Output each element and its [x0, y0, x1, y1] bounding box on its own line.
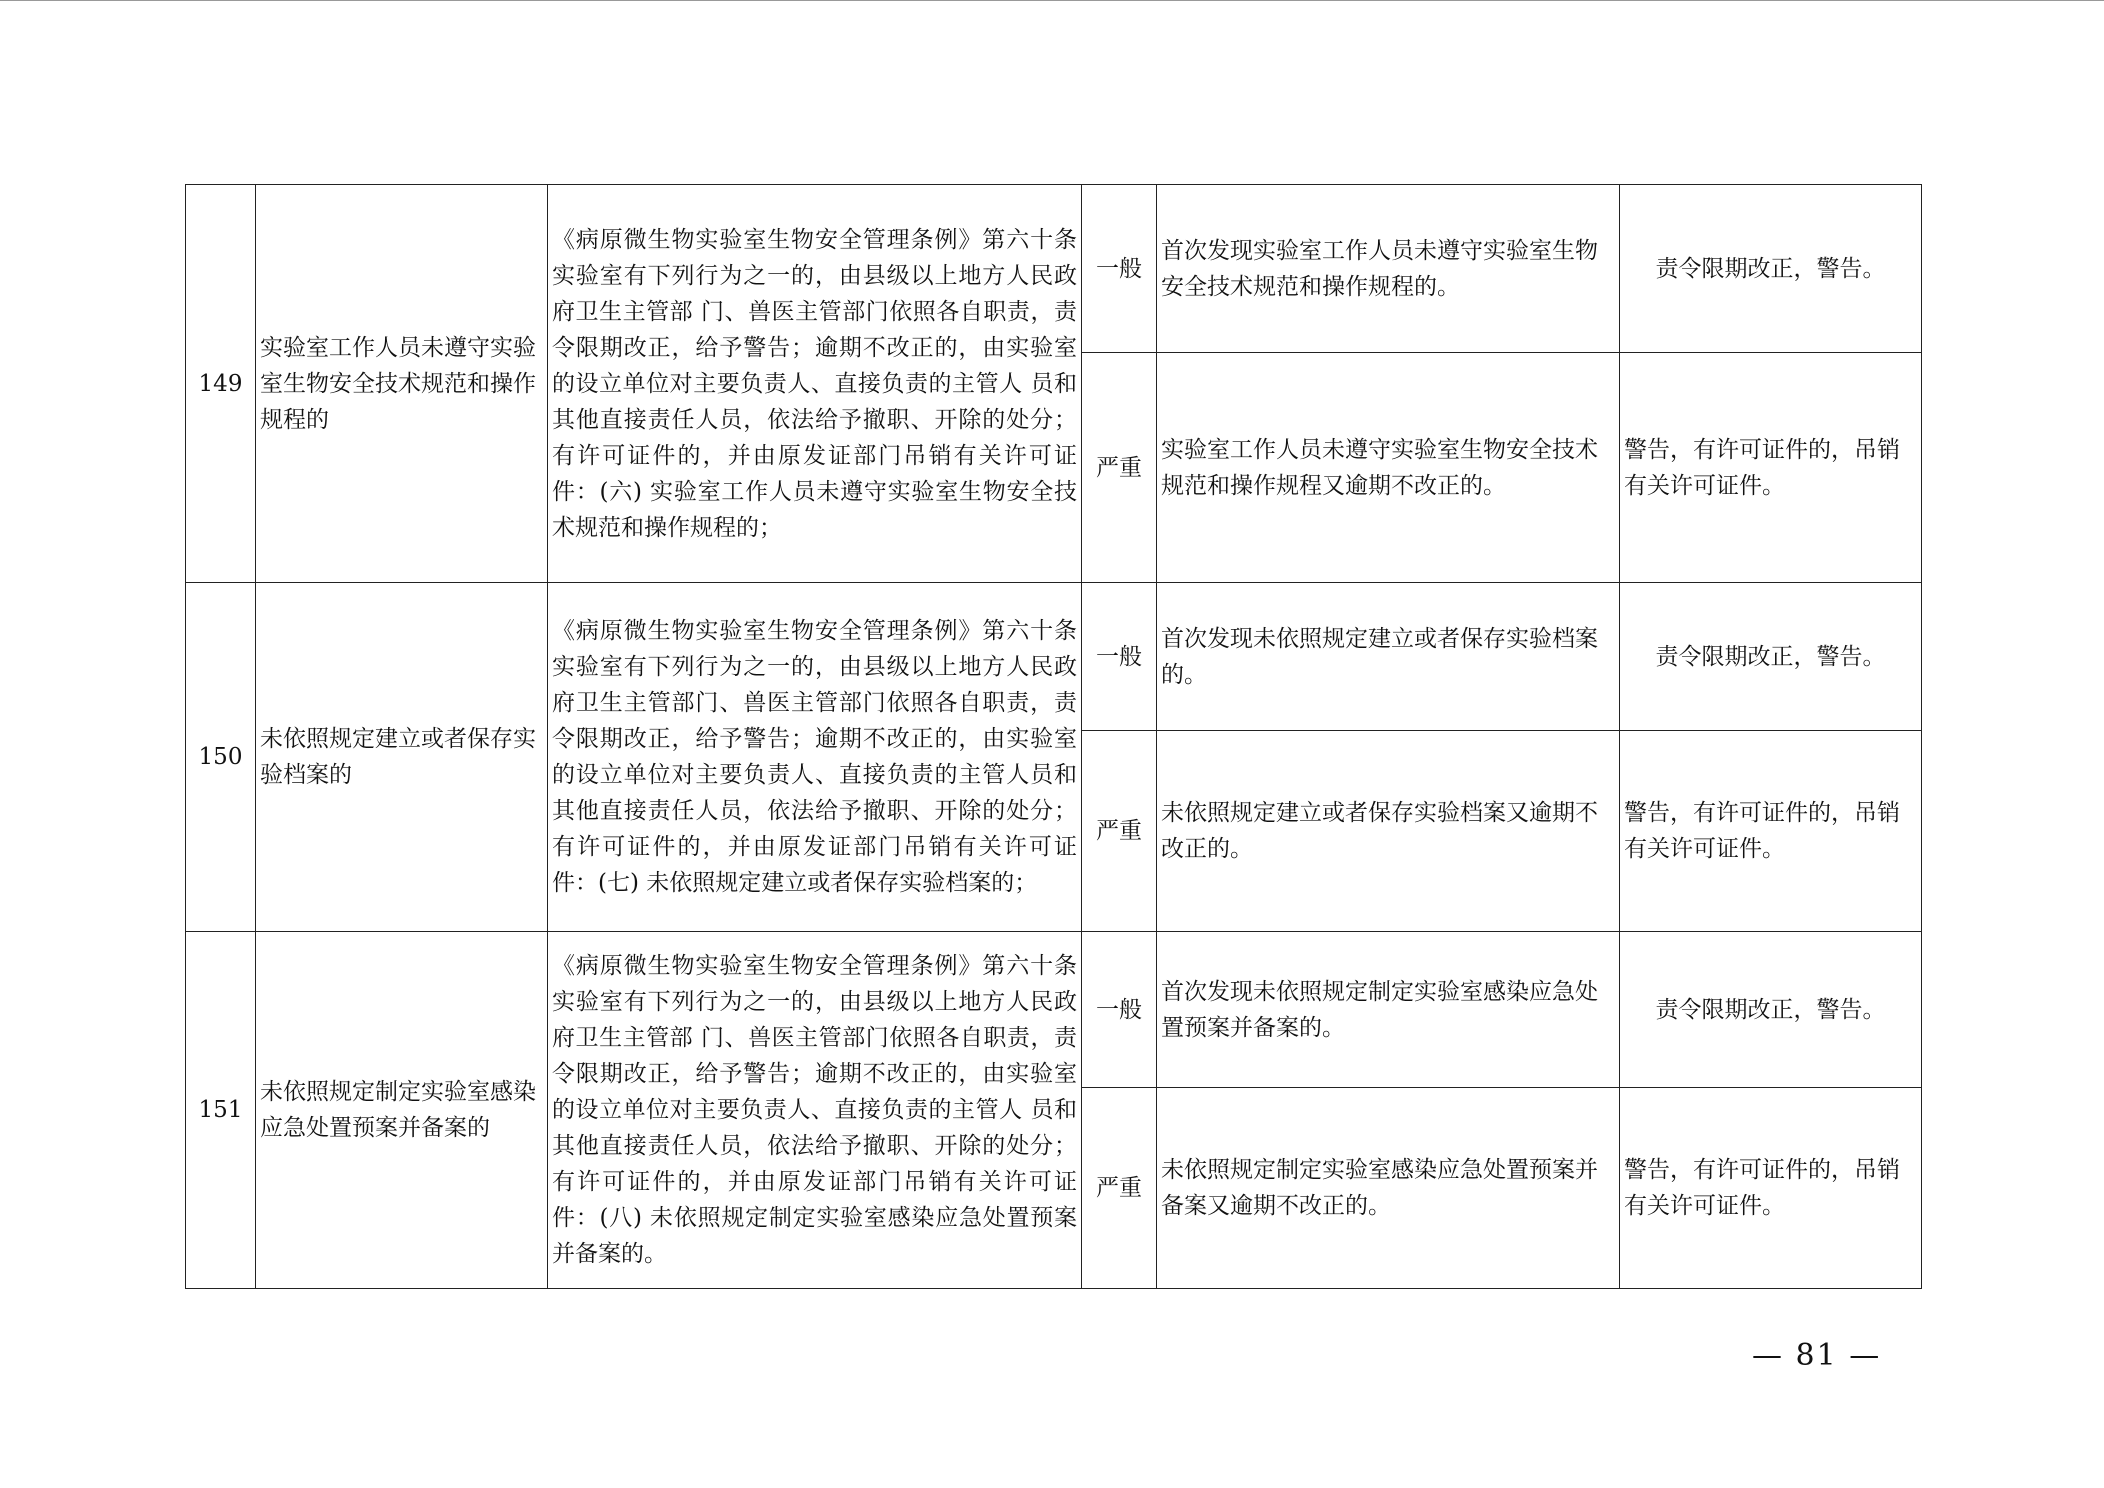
penalty-serious: 警告，有许可证件的，吊销有关许可证件。 [1620, 353, 1922, 583]
penalty-general: 责令限期改正，警告。 [1620, 185, 1922, 353]
row-number: 149 [186, 185, 256, 583]
standard-serious: 实验室工作人员未遵守实验室生物安全技术规范和操作规程又逾期不改正的。 [1157, 353, 1620, 583]
legal-basis-cell: 《病原微生物实验室生物安全管理条例》第六十条 实验室有下列行为之一的，由县级以上地方人民政府卫生主管部 门、兽医主管部门依照各自职责，责令限期改正，给予警告；逾期不改正的，由实验室的设立单位对主要负责人、直接负责的主管人 员和其他直接责任人员，依法给予撤职、开除的处分；有许可证件的，并由原发证部门吊销有关许可证件：(八) 未依照规定制定实验室感染应急处置预案并备案的。 [548, 932, 1082, 1289]
level-serious: 严重 [1082, 1088, 1157, 1289]
penalty-table [185, 184, 1922, 1289]
level-general: 一般 [1082, 583, 1157, 731]
penalty-general: 责令限期改正，警告。 [1620, 583, 1922, 731]
penalty-general: 责令限期改正，警告。 [1620, 932, 1922, 1088]
row-number: 150 [186, 583, 256, 932]
violation-cell: 实验室工作人员未遵守实验室生物安全技术规范和操作规程的 [256, 185, 548, 583]
standard-general: 首次发现未依照规定制定实验室感染应急处置预案并备案的。 [1157, 932, 1620, 1088]
violation-cell: 未依照规定制定实验室感染应急处置预案并备案的 [256, 932, 548, 1289]
page-number: — 81 — [1752, 1338, 1882, 1373]
standard-serious: 未依照规定建立或者保存实验档案又逾期不改正的。 [1157, 731, 1620, 932]
table-row [186, 932, 1922, 1088]
standard-general: 首次发现未依照规定建立或者保存实验档案的。 [1157, 583, 1620, 731]
level-general: 一般 [1082, 185, 1157, 353]
standard-serious: 未依照规定制定实验室感染应急处置预案并备案又逾期不改正的。 [1157, 1088, 1620, 1289]
penalty-serious: 警告，有许可证件的，吊销有关许可证件。 [1620, 1088, 1922, 1289]
violation-cell: 未依照规定建立或者保存实验档案的 [256, 583, 548, 932]
top-rule [0, 0, 2104, 1]
level-serious: 严重 [1082, 731, 1157, 932]
table-row [186, 185, 1922, 353]
table-row [186, 583, 1922, 731]
legal-basis-cell: 《病原微生物实验室生物安全管理条例》第六十条 实验室有下列行为之一的，由县级以上地方人民政府卫生主管部门、兽医主管部门依照各自职责，责令限期改正，给予警告；逾期不改正的，由实验室的设立单位对主要负责人、直接负责的主管人员和其他直接责任人员，依法给予撤职、开除的处分；有许可证件的，并由原发证部门吊销有关许可证件：(七) 未依照规定建立或者保存实验档案的； [548, 583, 1082, 932]
level-serious: 严重 [1082, 353, 1157, 583]
penalty-serious: 警告，有许可证件的，吊销有关许可证件。 [1620, 731, 1922, 932]
row-number: 151 [186, 932, 256, 1289]
level-general: 一般 [1082, 932, 1157, 1088]
legal-basis-cell: 《病原微生物实验室生物安全管理条例》第六十条实验室有下列行为之一的，由县级以上地方人民政府卫生主管部 门、兽医主管部门依照各自职责，责令限期改正，给予警告；逾期不改正的，由实验室的设立单位对主要负责人、直接负责的主管人 员和其他直接责任人员，依法给予撤职、开除的处分；有许可证件的，并由原发证部门吊销有关许可证件：(六) 实验室工作人员未遵守实验室生物安全技术规范和操作规程的； [548, 185, 1082, 583]
standard-general: 首次发现实验室工作人员未遵守实验室生物安全技术规范和操作规程的。 [1157, 185, 1620, 353]
